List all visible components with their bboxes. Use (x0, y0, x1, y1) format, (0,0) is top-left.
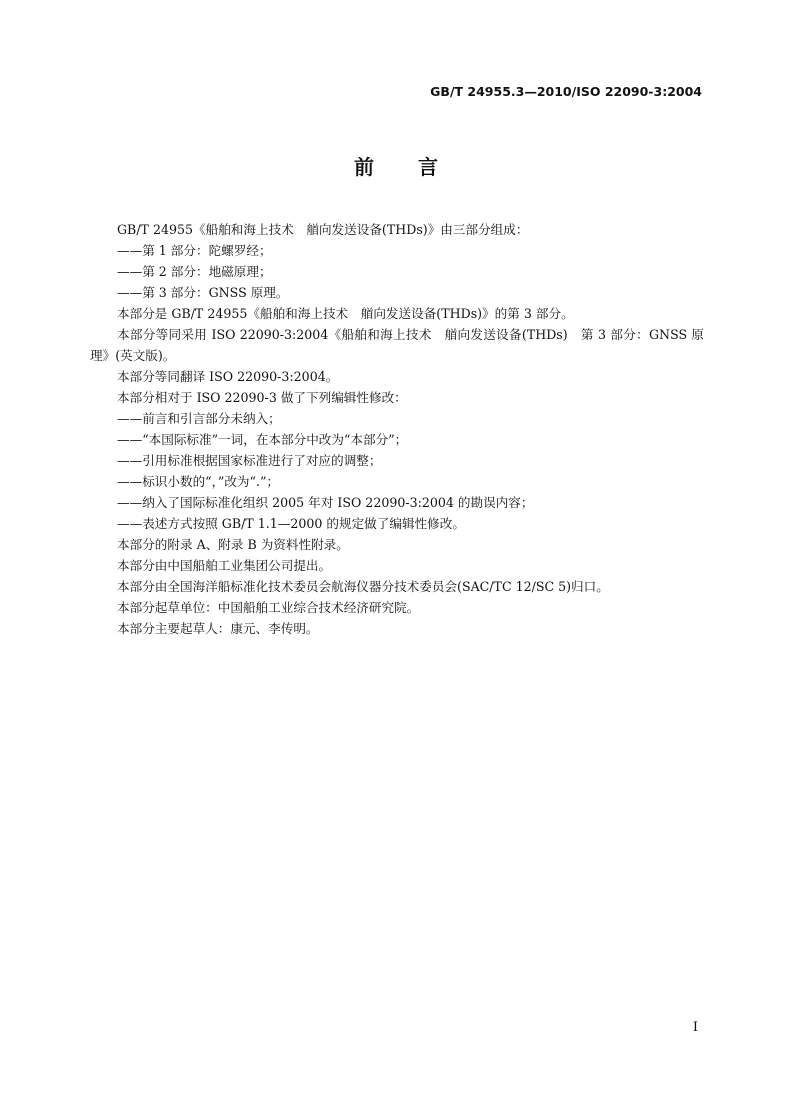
list-item: ——纳入了国际标准化组织 2005 年对 ISO 22090-3:2004 的勘误内容； (117, 495, 534, 510)
paragraph: GB/T 24955《船舶和海上技术 艏向发送设备(THDs)》由三部分组成： (117, 222, 529, 237)
paragraph: 本部分由中国船舶工业集团公司提出。 (117, 558, 332, 573)
list-item: ——第 3 部分：GNSS 原理。 (117, 285, 289, 300)
list-item: ——引用标准根据国家标准进行了对应的调整； (117, 453, 382, 468)
list-item: ——标识小数的“，”改为“.”； (117, 474, 279, 489)
list-item: ——第 1 部分：陀螺罗经； (117, 243, 272, 258)
paragraph: 本部分的附录 A、附录 B 为资料性附录。 (117, 537, 349, 552)
paragraph: 本部分相对于 ISO 22090-3 做了下列编辑性修改： (117, 390, 407, 405)
standard-code-header: GB/T 24955.3—2010/ISO 22090-3:2004 (430, 84, 702, 99)
page-title: 前言 (354, 155, 482, 179)
list-item: ——前言和引言部分未纳入； (117, 411, 281, 426)
paragraph: 本部分由全国海洋船标准化技术委员会航海仪器分技术委员会(SAC/TC 12/SC 5)归口。 (117, 579, 609, 594)
paragraph: 本部分等同采用 ISO 22090-3:2004《船舶和海上技术 艏向发送设备(THDs) 第 3 部分：GNSS 原理》(英文版)。 (90, 327, 704, 363)
paragraph: 本部分等同翻译 ISO 22090-3:2004。 (117, 369, 339, 384)
foreword-body (90, 219, 704, 639)
page-number: I (692, 1020, 698, 1035)
paragraph: 本部分起草单位：中国船舶工业综合技术经济研究院。 (117, 600, 420, 615)
paragraph: 本部分是 GB/T 24955《船舶和海上技术 艏向发送设备(THDs)》的第 3 部分。 (117, 306, 574, 321)
paragraph: 本部分主要起草人：康元、李传明。 (117, 621, 319, 636)
list-item: ——“本国际标准”一词，在本部分中改为“本部分”； (117, 432, 408, 447)
list-item: ——第 2 部分：地磁原理； (117, 264, 272, 279)
list-item: ——表述方式按照 GB/T 1.1—2000 的规定做了编辑性修改。 (117, 516, 465, 531)
